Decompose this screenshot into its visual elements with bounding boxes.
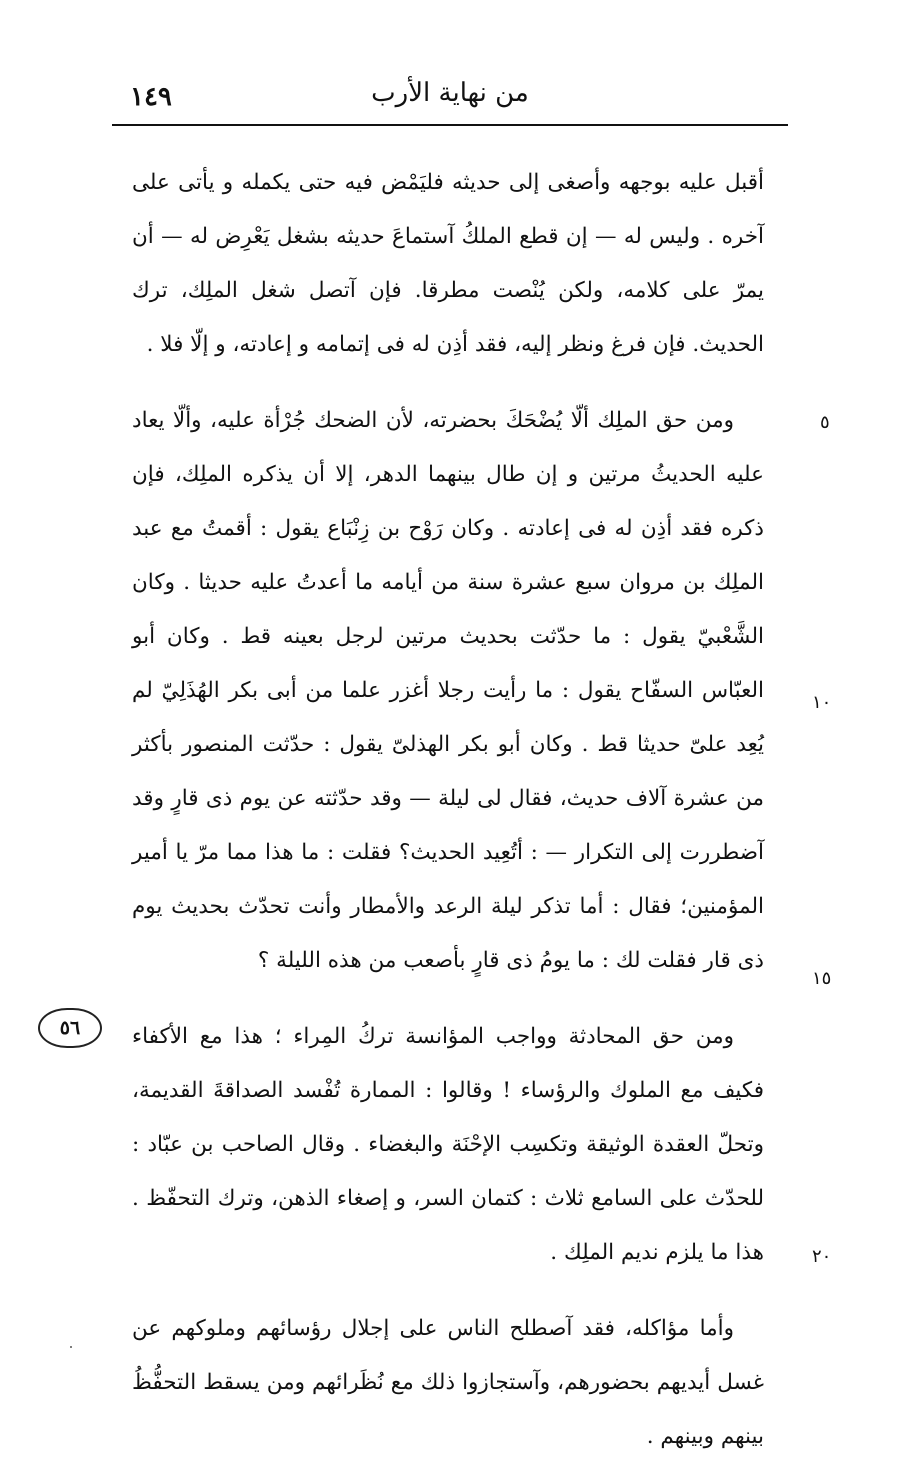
margin-page-reference	[38, 1008, 102, 1048]
body-text	[132, 156, 764, 1464]
page-number: ١٤٩	[130, 82, 172, 112]
header-rule	[112, 124, 788, 126]
line-number-15: ١٥	[812, 968, 832, 989]
line-number-5: ٥	[820, 412, 830, 433]
paragraph: وأما مؤاكله، فقد آصطلح الناس على إجلال رؤسائهم وملوكهم عن غسل أيديهم بحضورهم، وآستجازوا ذلك مع نُظَرائهم ومن يسقط التحفُّظُ بينهم وبينهم .	[132, 1316, 764, 1449]
page-header	[112, 76, 788, 120]
paragraph: ومن حق المحادثة وواجب المؤانسة تركُ المِراء ؛ هذا مع الأكفاء فكيف مع الملوك والرؤساء ! وقالوا : الممارة تُفْسد الصداقةَ القديمة، وتحلّ العقدة الوثيقة وتكسِب الإحْنَة والبغضاء . وقال الصاحب بن عبّاد : للحدّث على السامع ثلاث : كتمان السر، و إصغاء الذهن، وترك التحفّظ . هذا ما يلزم نديم الملِك .	[132, 1024, 764, 1265]
paragraph: ومن حق الملِك ألّا يُضْحَكَ بحضرته، لأن الضحك جُرْأة عليه، وألّا يعاد عليه الحديثُ مرتين و إن طال بينهما الدهر، إلا أن يذكره الملِك، فإن ذكره فقد أذِن له فى إعادته . وكان رَوْح بن زِنْبَاع يقول : أقمتُ مع عبد الملِك بن مروان سبع عشرة سنة من أيامه ما أعدتُ عليه حديثا . وكان الشَّعْبيّ يقول : ما حدّثت بحديث مرتين لرجل بعينه قط . وكان أبو العبّاس السفّاح يقول : ما رأيت رجلا أغزر علما من أبى بكر الهُذَلِيّ لم يُعِد علىّ حديثا قط . وكان أبو بكر الهذلىّ يقول : حدّثت المنصور بأكثر من عشرة آلاف حديث، فقال لى ليلة — وقد حدّثته عن يوم ذى قارٍ وقد آضطررت إلى التكرار — : أتُعِيد الحديث؟ فقلت : ما هذا مما مرّ يا أمير المؤمنين؛ فقال : أما تذكر ليلة الرعد والأمطار وأنت تحدّث بحديث يوم ذى قار فقلت لك : ما يومُ ذى قارٍ بأصعب من هذه الليلة ؟	[132, 408, 764, 973]
margin-page-reference-number: ٥٦	[59, 1017, 81, 1039]
line-number-20: ٢٠	[812, 1246, 832, 1267]
running-title: من نهاية الأرب	[371, 78, 529, 108]
scan-speck	[70, 1346, 72, 1348]
line-number-10: ١٠	[812, 692, 832, 713]
paragraph: أقبل عليه بوجهه وأصغى إلى حديثه فليَمْض فيه حتى يكمله و يأتى على آخره . وليس له — إن قطع الملكُ آستماعَ حديثه بشغل يَعْرِض له — أن يمرّ على كلامه، ولكن يُنْصت مطرقا. فإن آتصل شغل الملِك، ترك الحديث. فإن فرغ ونظر إليه، فقد أذِن له فى إتمامه و إعادته، و إلّا فلا .	[132, 170, 764, 357]
